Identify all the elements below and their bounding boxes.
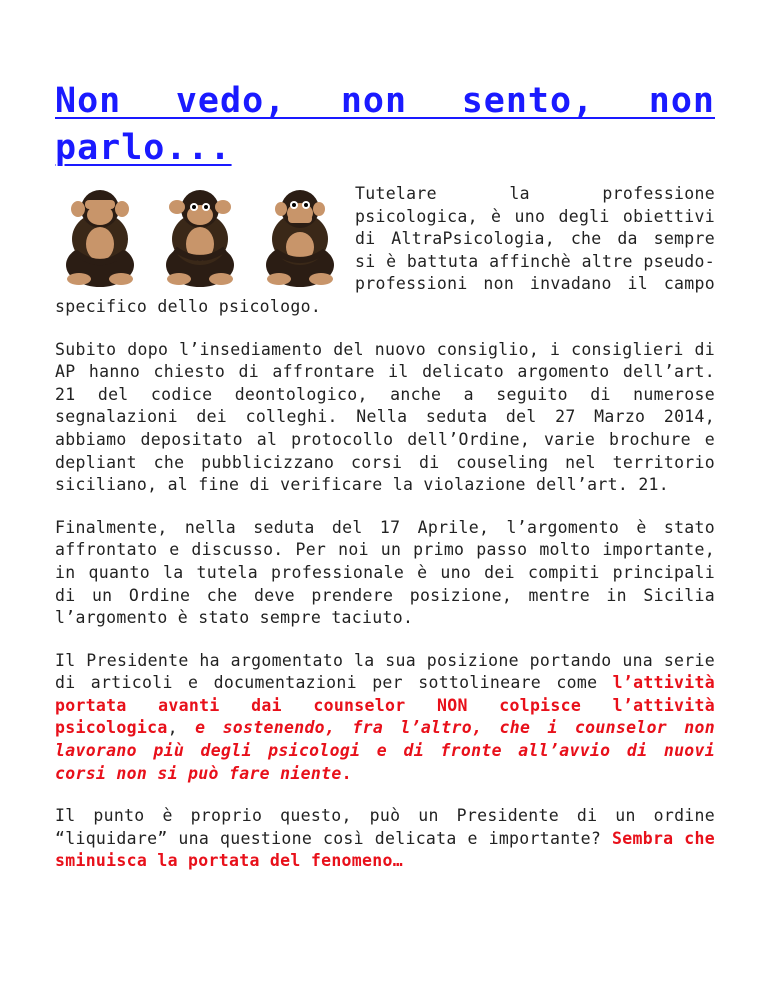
monkey-see-no-evil bbox=[66, 190, 134, 287]
paragraph-4-period: . bbox=[341, 763, 352, 783]
intro-text: Tutelare la professione psicologica, è uno degli obiettivi di AltraPsicologia, che da sempre si è battuta affinchè altre pseudo-professioni non invadano il campo specifico dello psicologo. bbox=[55, 184, 715, 316]
intro-paragraph bbox=[55, 183, 715, 319]
paragraph-4-emphasis-italic: e sostenendo, fra l’altro, che i counselor non lavorano più degli psicologi e di fronte all’avvio di nuovi corsi non si può fare niente bbox=[55, 718, 715, 783]
paragraph-4-lead: Il Presidente ha argomentato la sua posizione portando una serie di articoli e documentazioni per sottolineare come bbox=[55, 650, 715, 693]
monkeys-illustration bbox=[55, 187, 347, 291]
paragraph-4 bbox=[55, 650, 715, 786]
paragraph-5-emphasis: Sembra che sminuisca la portata del fenomeno… bbox=[55, 828, 715, 871]
paragraph-4-comma: , bbox=[167, 718, 196, 738]
monkey-speak-no-evil bbox=[266, 190, 334, 287]
paragraph-2: Subito dopo l’insediamento del nuovo consiglio, i consiglieri di AP hanno chiesto di affrontare il delicato argomento dell’art. 21 del codice deontologico, anche a seguito di numerose segnalazioni dei colleghi. Nella seduta del 27 Marzo 2014, abbiamo depositato al protocollo dell’Ordine, varie brochure e depliant che pubblicizzano corsi di couseling nel territorio siciliano, al fine di verificare la violazione dell’art. 21. bbox=[55, 339, 715, 495]
article-body bbox=[55, 183, 715, 893]
paragraph-3: Finalmente, nella seduta del 17 Aprile, l’argomento è stato affrontato e discusso. Per noi un primo passo molto importante, in quanto la tutela professionale è uno dei compiti principali di un Ordine che deve prendere posizione, mentre in Sicilia l’argomento è stato sempre taciuto. bbox=[55, 517, 715, 628]
paragraph-4-emphasis-bold: l’attività portata avanti dai counselor NON colpisce l’attività psicologica bbox=[55, 673, 715, 738]
monkey-hear-no-evil bbox=[166, 190, 234, 287]
paragraph-5-lead: Il punto è proprio questo, può un Presidente di un ordine “liquidare” una questione così delicata e importante? bbox=[55, 806, 715, 848]
three-wise-monkeys-image bbox=[55, 183, 355, 293]
paragraph-5 bbox=[55, 805, 715, 873]
article-title-link[interactable]: Non vedo, non sento, non parlo... bbox=[55, 81, 715, 169]
